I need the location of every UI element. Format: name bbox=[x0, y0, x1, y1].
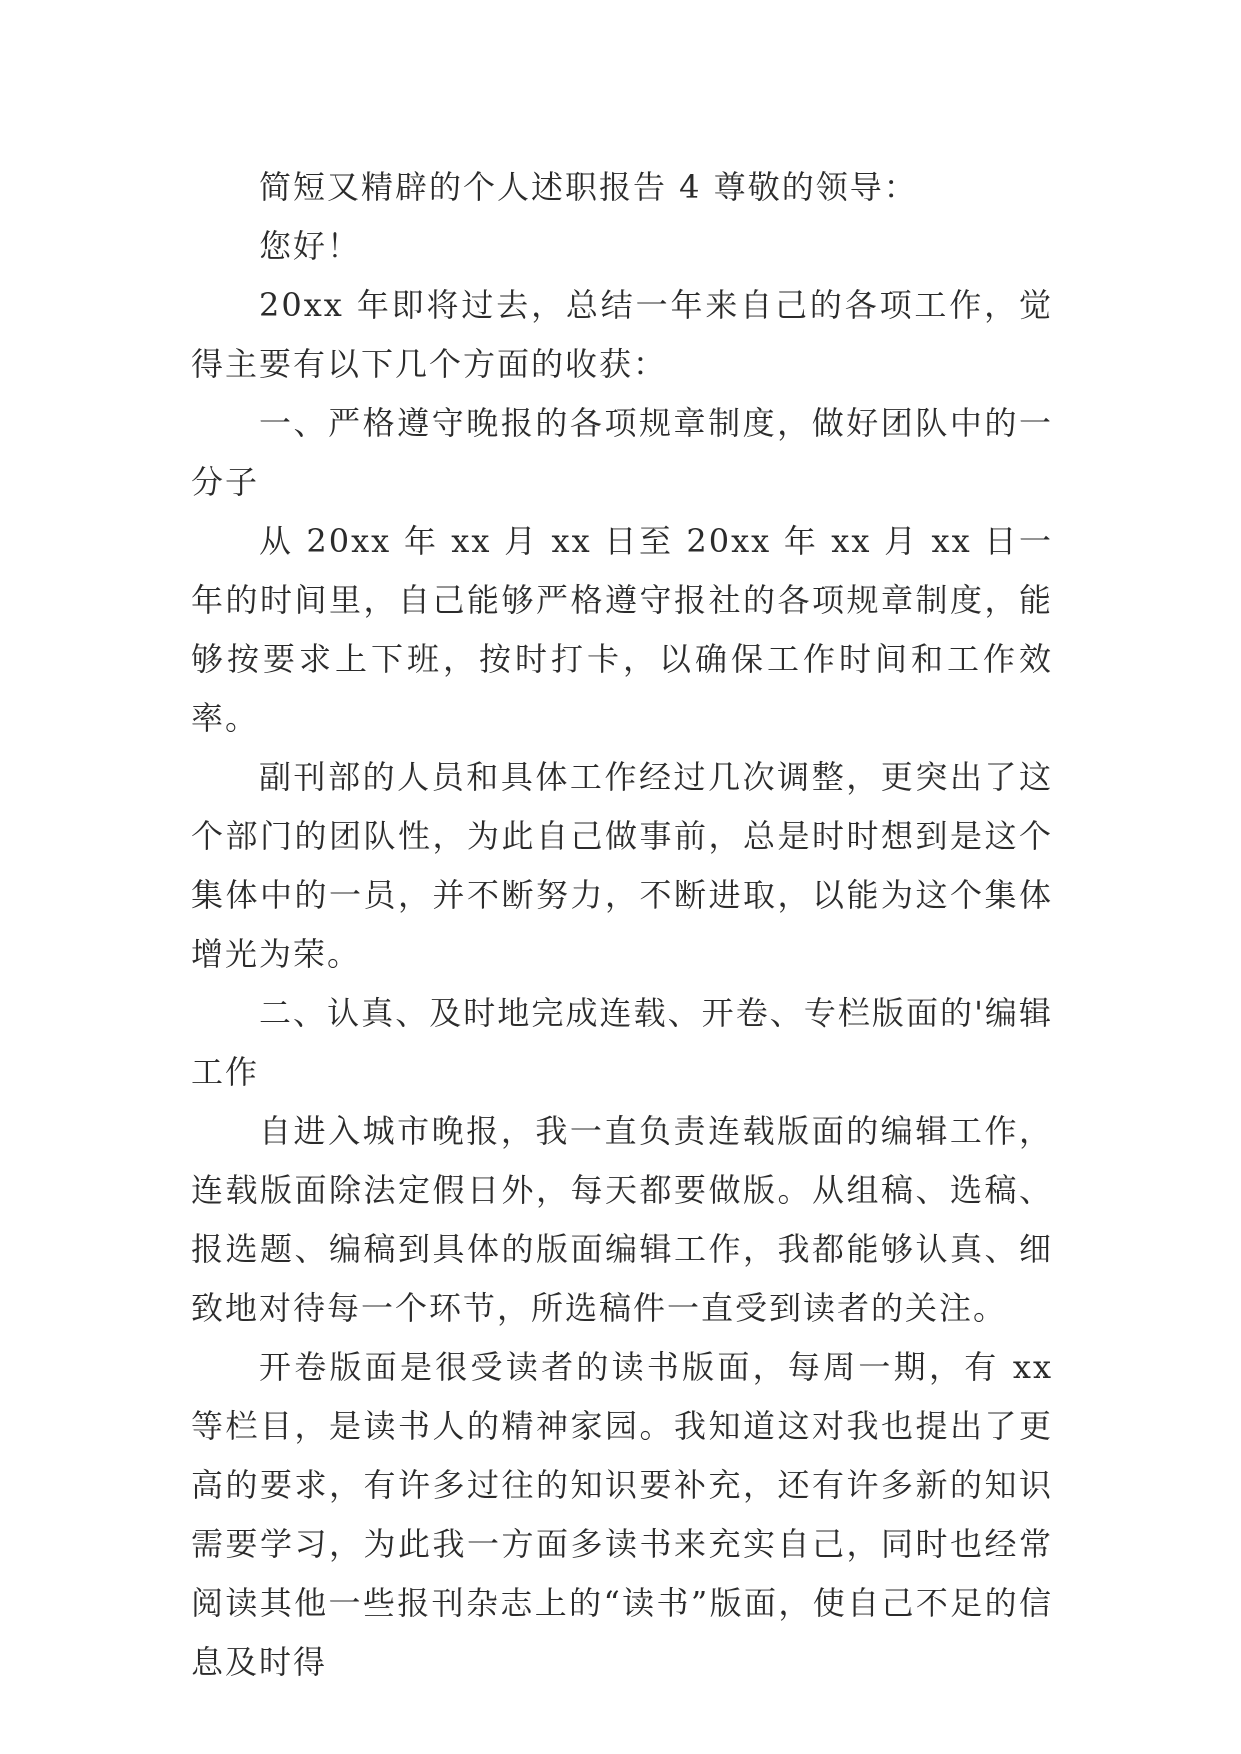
body-paragraph: 开卷版面是很受读者的读书版面，每周一期，有 xx 等栏目，是读书人的精神家园。我知道这对我也提出了更高的要求，有许多过往的知识要补充，还有许多新的知识需要学习，为此我一方面多读书来充实自己，同时也经常阅读其他一些报刊杂志上的“读书”版面，使自己不足的信息及时得 bbox=[191, 1348, 1066, 1681]
greeting-line: 您好！ bbox=[259, 227, 362, 265]
body-paragraph: 20xx 年即将过去，总结一年来自己的各项工作，觉得主要有以下几个方面的收获： bbox=[191, 286, 1053, 383]
body-paragraph: 副刊部的人员和具体工作经过几次调整，更突出了这个部门的团队性，为此自己做事前，总是时时想到是这个集体中的一员，并不断努力，不断进取，以能为这个集体增光为荣。 bbox=[191, 758, 1053, 973]
heading-line: 简短又精辟的个人述职报告 4 尊敬的领导： bbox=[259, 168, 918, 206]
section-heading-1: 一、严格遵守晚报的各项规章制度，做好团队中的一分子 bbox=[191, 404, 1053, 501]
body-paragraph: 自进入城市晚报，我一直负责连载版面的编辑工作，连载版面除法定假日外，每天都要做版。从组稿、选稿、报选题、编稿到具体的版面编辑工作，我都能够认真、细致地对待每一个环节，所选稿件一直受到读者的关注。 bbox=[191, 1112, 1053, 1327]
section-heading-2: 二、认真、及时地完成连载、开卷、专栏版面的'编辑工作 bbox=[191, 994, 1053, 1091]
document-body bbox=[191, 158, 1066, 1692]
body-paragraph: 从 20xx 年 xx 月 xx 日至 20xx 年 xx 月 xx 日一年的时间里，自己能够严格遵守报社的各项规章制度，能够按要求上下班，按时打卡，以确保工作时间和工作效率。 bbox=[191, 522, 1053, 737]
